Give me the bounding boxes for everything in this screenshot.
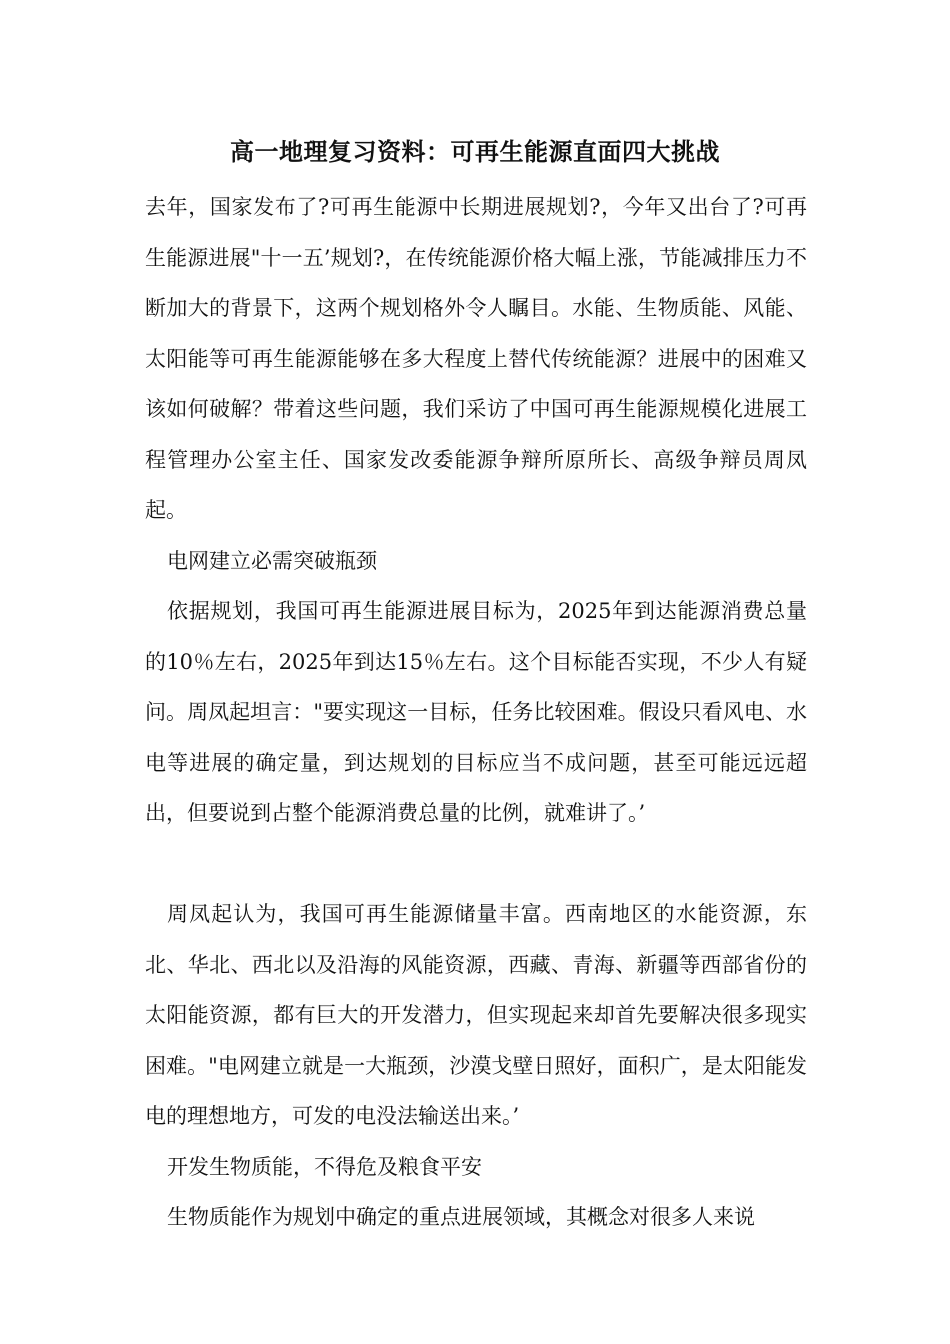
paragraph-targets: 依据规划，我国可再生能源进展目标为，2025年到达能源消费总量的10％左右，2025年到达15％左右。这个目标能否实现，不少人有疑问。周凤起坦言："要实现这一目标，任务比较困难。假设只看风电、水电等进展的确定量，到达规划的目标应当不成问题，甚至可能远远超出，但要说到占整个能源消费总量的比例，就难讲了。’ <box>145 599 807 825</box>
paragraph-biomass: 生物质能作为规划中确定的重点进展领域，其概念对很多人来说 <box>167 1205 755 1229</box>
document-body <box>145 182 807 1243</box>
document-title: 高一地理复习资料：可再生能源直面四大挑战 <box>230 137 720 166</box>
section-heading-biomass: 开发生物质能，不得危及粮食平安 <box>167 1154 482 1179</box>
blank-line <box>145 839 807 890</box>
intro-paragraph: 去年，国家发布了?可再生能源中长期进展规划?，今年又出台了?可再生能源进展"十一五’规划?，在传统能源价格大幅上涨，节能减排压力不断加大的背景下，这两个规划格外令人瞩目。水能、生物质能、风能、太阳能等可再生能源能够在多大程度上替代传统能源？进展中的困难又该如何破解？带着这些问题，我们采访了中国可再生能源规模化进展工程管理办公室主任、国家发改委能源争辩所原所长、高级争辩员周凤起。 <box>145 195 807 522</box>
paragraph-resources: 周凤起认为，我国可再生能源储量丰富。西南地区的水能资源，东北、华北、西北以及沿海的风能资源，西藏、青海、新疆等西部省份的太阳能资源，都有巨大的开发潜力，但实现起来却首先要解决很多现实困难。"电网建立就是一大瓶颈，沙漠戈壁日照好，面积广，是太阳能发电的理想地方，可发的电没法输送出来。’ <box>145 902 807 1128</box>
section-heading-grid: 电网建立必需突破瓶颈 <box>167 548 377 573</box>
